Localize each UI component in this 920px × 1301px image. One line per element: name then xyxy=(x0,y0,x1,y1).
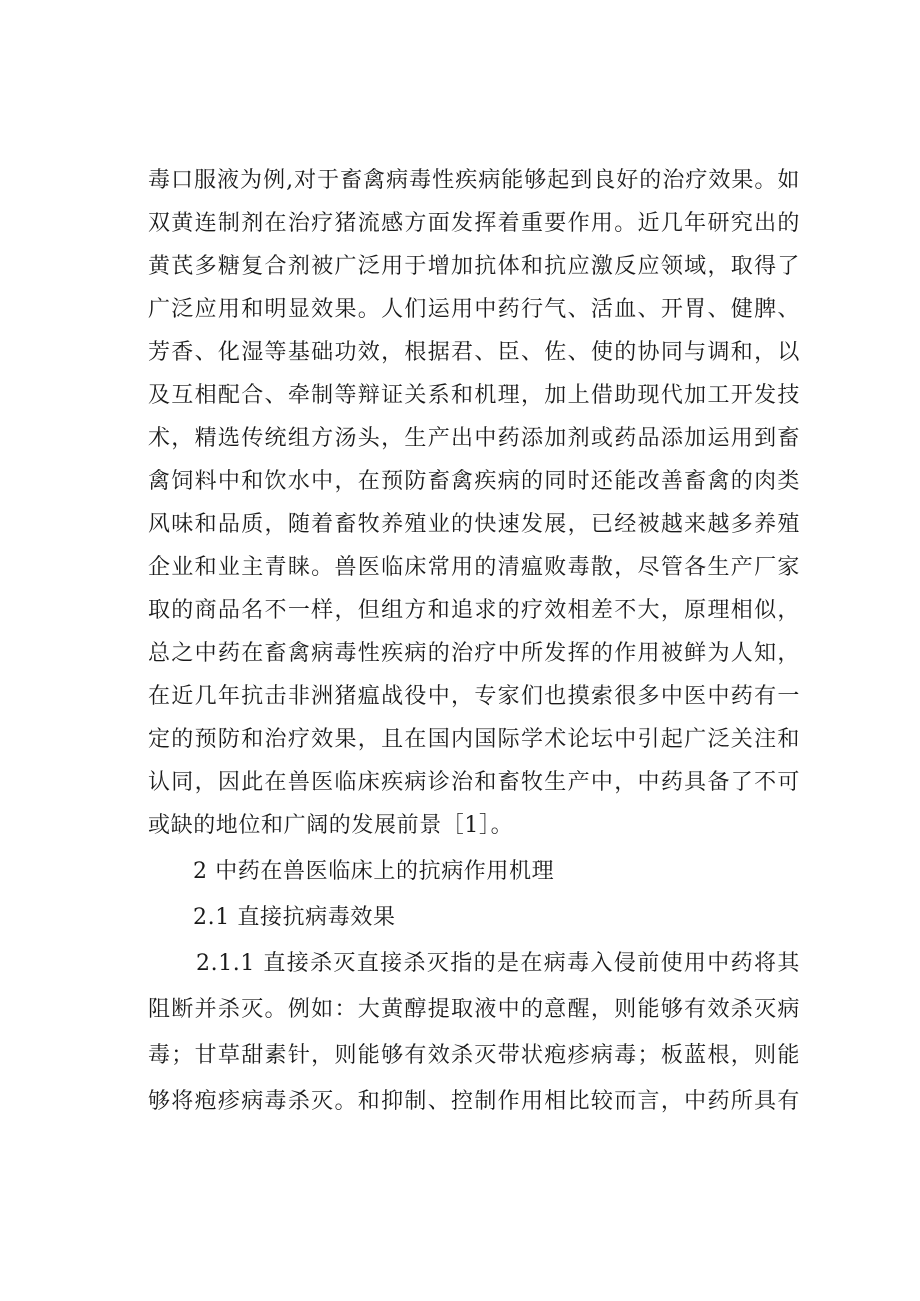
paragraph-line: 及互相配合、牵制等辩证关系和机理，加上借助现代加工开发技 xyxy=(148,383,800,408)
subsection-heading: 2.1 直接抗病毒效果 xyxy=(193,905,396,930)
section-heading: 2 中药在兽医临床上的抗病作用机理 xyxy=(193,859,555,884)
paragraph-line: 在近几年抗击非洲猪瘟战役中，专家们也摸索很多中医中药有一 xyxy=(148,684,800,709)
paragraph-line: 阻断并杀灭。例如：大黄醇提取液中的意醒，则能够有效杀灭病 xyxy=(148,997,800,1022)
paragraph-line: 广泛应用和明显效果。人们运用中药行气、活血、开胃、健脾、 xyxy=(148,297,800,322)
paragraph-line: 或缺的地位和广阔的发展前景［1］。 xyxy=(148,813,514,838)
paragraph-line: 黄芪多糖复合剂被广泛用于增加抗体和抗应激反应领域，取得了 xyxy=(148,254,800,279)
paragraph-line: 术，精选传统组方汤头，生产出中药添加剂或药品添加运用到畜 xyxy=(148,426,800,451)
paragraph-line: 总之中药在畜禽病毒性疾病的治疗中所发挥的作用被鲜为人知， xyxy=(148,641,800,666)
paragraph-line: 认同，因此在兽医临床疾病诊治和畜牧生产中，中药具备了不可 xyxy=(148,770,800,795)
paragraph-line: 2.1.1 直接杀灭直接杀灭指的是在病毒入侵前使用中药将其 xyxy=(196,951,800,976)
paragraph-line: 禽饲料中和饮水中，在预防畜禽疾病的同时还能改善畜禽的肉类 xyxy=(148,469,800,494)
paragraph-line: 双黄连制剂在治疗猪流感方面发挥着重要作用。近几年研究出的 xyxy=(148,211,800,236)
paragraph-line: 风味和品质，随着畜牧养殖业的快速发展，已经被越来越多养殖 xyxy=(148,512,800,537)
paragraph-line: 毒；甘草甜素针，则能够有效杀灭带状疱疹病毒；板蓝根，则能 xyxy=(148,1043,800,1068)
paragraph-line: 毒口服液为例,对于畜禽病毒性疾病能够起到良好的治疗效果。如 xyxy=(148,168,800,193)
paragraph-line: 定的预防和治疗效果，且在国内国际学术论坛中引起广泛关注和 xyxy=(148,727,800,752)
paragraph-line: 够将疱疹病毒杀灭。和抑制、控制作用相比较而言，中药所具有 xyxy=(148,1089,800,1114)
paragraph-line: 企业和业主青睐。兽医临床常用的清瘟败毒散，尽管各生产厂家 xyxy=(148,555,800,580)
paragraph-line: 取的商品名不一样，但组方和追求的疗效相差不大，原理相似， xyxy=(148,598,800,623)
paragraph-line: 芳香、化湿等基础功效，根据君、臣、佐、使的协同与调和，以 xyxy=(148,340,800,365)
